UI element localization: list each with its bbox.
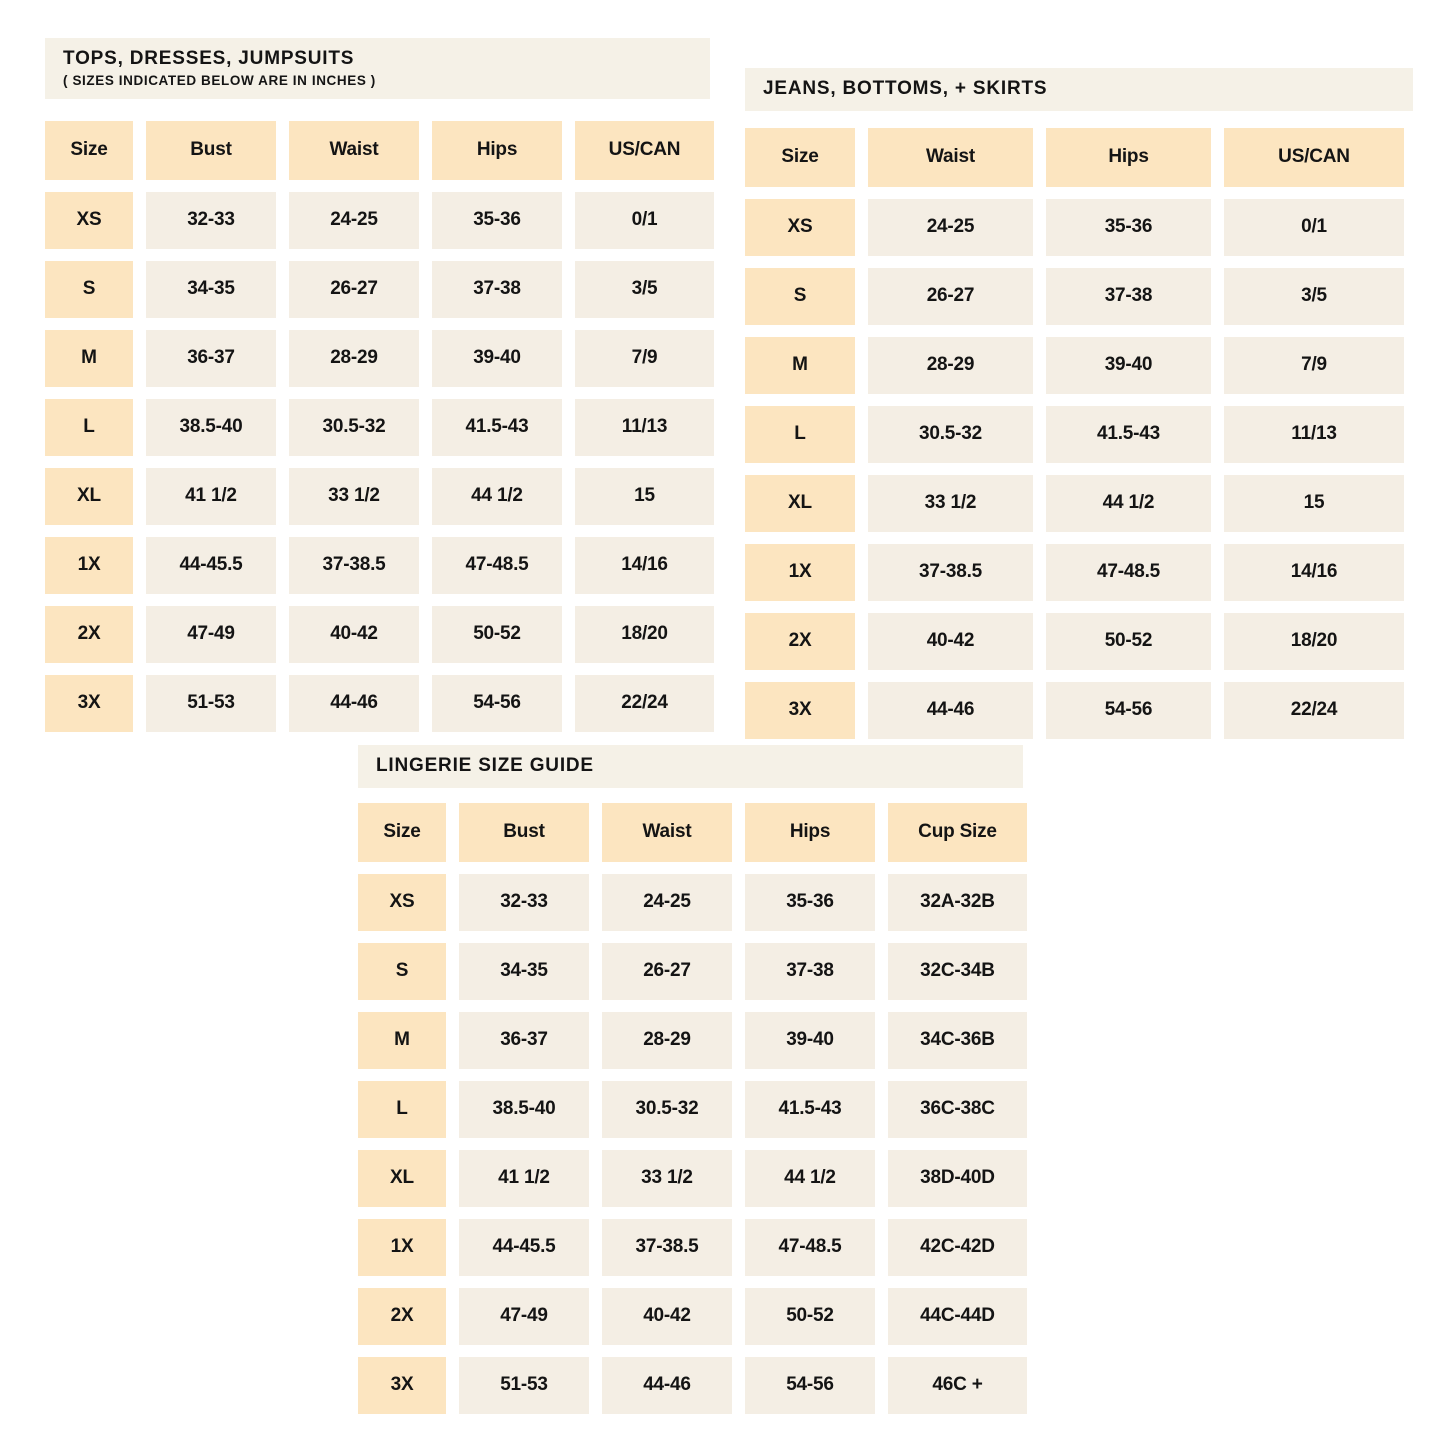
size-grid <box>358 803 1027 1414</box>
measurement-cell: 44 1/2 <box>745 1150 875 1207</box>
measurement-cell: 32A-32B <box>888 874 1027 931</box>
measurement-cell: 28-29 <box>602 1012 732 1069</box>
size-label-xl: XL <box>358 1150 446 1207</box>
column-header-cup-size: Cup Size <box>888 803 1027 862</box>
measurement-cell: 37-38 <box>432 261 562 318</box>
column-header-size: Size <box>745 128 855 187</box>
column-header-size: Size <box>45 121 133 180</box>
measurement-cell: 22/24 <box>575 675 714 732</box>
measurement-cell: 39-40 <box>745 1012 875 1069</box>
measurement-cell: 37-38 <box>1046 268 1211 325</box>
measurement-cell: 39-40 <box>432 330 562 387</box>
column-header-hips: Hips <box>1046 128 1211 187</box>
measurement-cell: 28-29 <box>868 337 1033 394</box>
size-grid <box>745 128 1413 739</box>
measurement-cell: 40-42 <box>602 1288 732 1345</box>
measurement-cell: 47-49 <box>459 1288 589 1345</box>
measurement-cell: 7/9 <box>1224 337 1404 394</box>
measurement-cell: 35-36 <box>432 192 562 249</box>
measurement-cell: 40-42 <box>289 606 419 663</box>
size-label-1x: 1X <box>45 537 133 594</box>
table-title: LINGERIE SIZE GUIDE <box>376 755 594 776</box>
measurement-cell: 0/1 <box>1224 199 1404 256</box>
size-label-m: M <box>745 337 855 394</box>
size-label-l: L <box>745 406 855 463</box>
measurement-cell: 44C-44D <box>888 1288 1027 1345</box>
size-label-xs: XS <box>745 199 855 256</box>
measurement-cell: 33 1/2 <box>289 468 419 525</box>
measurement-cell: 34-35 <box>146 261 276 318</box>
measurement-cell: 14/16 <box>575 537 714 594</box>
measurement-cell: 51-53 <box>459 1357 589 1414</box>
size-label-3x: 3X <box>358 1357 446 1414</box>
measurement-cell: 47-48.5 <box>432 537 562 594</box>
measurement-cell: 51-53 <box>146 675 276 732</box>
measurement-cell: 36-37 <box>459 1012 589 1069</box>
measurement-cell: 54-56 <box>745 1357 875 1414</box>
measurement-cell: 36C-38C <box>888 1081 1027 1138</box>
column-header-waist: Waist <box>289 121 419 180</box>
measurement-cell: 0/1 <box>575 192 714 249</box>
measurement-cell: 44-45.5 <box>459 1219 589 1276</box>
measurement-cell: 54-56 <box>1046 682 1211 739</box>
measurement-cell: 41.5-43 <box>432 399 562 456</box>
size-label-s: S <box>745 268 855 325</box>
measurement-cell: 30.5-32 <box>602 1081 732 1138</box>
measurement-cell: 37-38 <box>745 943 875 1000</box>
measurement-cell: 44 1/2 <box>1046 475 1211 532</box>
measurement-cell: 39-40 <box>1046 337 1211 394</box>
measurement-cell: 38.5-40 <box>459 1081 589 1138</box>
measurement-cell: 35-36 <box>745 874 875 931</box>
measurement-cell: 50-52 <box>745 1288 875 1345</box>
measurement-cell: 41.5-43 <box>745 1081 875 1138</box>
size-label-l: L <box>358 1081 446 1138</box>
measurement-cell: 35-36 <box>1046 199 1211 256</box>
table-title-band <box>358 745 1023 788</box>
size-label-l: L <box>45 399 133 456</box>
table-title-band <box>745 68 1413 111</box>
measurement-cell: 3/5 <box>575 261 714 318</box>
measurement-cell: 50-52 <box>1046 613 1211 670</box>
measurement-cell: 41 1/2 <box>146 468 276 525</box>
measurement-cell: 3/5 <box>1224 268 1404 325</box>
measurement-cell: 18/20 <box>1224 613 1404 670</box>
measurement-cell: 32-33 <box>146 192 276 249</box>
measurement-cell: 47-49 <box>146 606 276 663</box>
size-label-s: S <box>358 943 446 1000</box>
size-grid <box>45 121 714 732</box>
measurement-cell: 47-48.5 <box>1046 544 1211 601</box>
size-label-2x: 2X <box>358 1288 446 1345</box>
table-title-band <box>45 38 710 99</box>
measurement-cell: 24-25 <box>602 874 732 931</box>
measurement-cell: 44-46 <box>868 682 1033 739</box>
size-label-2x: 2X <box>45 606 133 663</box>
measurement-cell: 32C-34B <box>888 943 1027 1000</box>
jeans-bottoms-skirts-table <box>745 68 1413 739</box>
measurement-cell: 38.5-40 <box>146 399 276 456</box>
measurement-cell: 47-48.5 <box>745 1219 875 1276</box>
measurement-cell: 26-27 <box>602 943 732 1000</box>
measurement-cell: 44-45.5 <box>146 537 276 594</box>
measurement-cell: 41.5-43 <box>1046 406 1211 463</box>
measurement-cell: 14/16 <box>1224 544 1404 601</box>
table-subtitle: ( SIZES INDICATED BELOW ARE IN INCHES ) <box>63 72 376 88</box>
column-header-us-can: US/CAN <box>575 121 714 180</box>
measurement-cell: 44 1/2 <box>432 468 562 525</box>
column-header-waist: Waist <box>602 803 732 862</box>
tops-dresses-jumpsuits-table <box>45 38 714 732</box>
measurement-cell: 32-33 <box>459 874 589 931</box>
measurement-cell: 40-42 <box>868 613 1033 670</box>
measurement-cell: 33 1/2 <box>868 475 1033 532</box>
column-header-size: Size <box>358 803 446 862</box>
size-label-m: M <box>45 330 133 387</box>
measurement-cell: 54-56 <box>432 675 562 732</box>
measurement-cell: 44-46 <box>289 675 419 732</box>
measurement-cell: 18/20 <box>575 606 714 663</box>
measurement-cell: 24-25 <box>868 199 1033 256</box>
measurement-cell: 30.5-32 <box>289 399 419 456</box>
measurement-cell: 42C-42D <box>888 1219 1027 1276</box>
size-label-xs: XS <box>358 874 446 931</box>
measurement-cell: 46C + <box>888 1357 1027 1414</box>
size-label-xs: XS <box>45 192 133 249</box>
measurement-cell: 33 1/2 <box>602 1150 732 1207</box>
measurement-cell: 30.5-32 <box>868 406 1033 463</box>
measurement-cell: 26-27 <box>289 261 419 318</box>
column-header-waist: Waist <box>868 128 1033 187</box>
measurement-cell: 22/24 <box>1224 682 1404 739</box>
size-label-1x: 1X <box>745 544 855 601</box>
lingerie-size-guide-table <box>358 745 1027 1414</box>
table-title: TOPS, DRESSES, JUMPSUITS <box>63 48 355 69</box>
measurement-cell: 38D-40D <box>888 1150 1027 1207</box>
measurement-cell: 24-25 <box>289 192 419 249</box>
measurement-cell: 36-37 <box>146 330 276 387</box>
measurement-cell: 34C-36B <box>888 1012 1027 1069</box>
measurement-cell: 34-35 <box>459 943 589 1000</box>
measurement-cell: 37-38.5 <box>289 537 419 594</box>
size-label-3x: 3X <box>745 682 855 739</box>
measurement-cell: 11/13 <box>1224 406 1404 463</box>
measurement-cell: 26-27 <box>868 268 1033 325</box>
measurement-cell: 7/9 <box>575 330 714 387</box>
size-label-m: M <box>358 1012 446 1069</box>
size-label-3x: 3X <box>45 675 133 732</box>
column-header-hips: Hips <box>745 803 875 862</box>
measurement-cell: 37-38.5 <box>602 1219 732 1276</box>
size-label-s: S <box>45 261 133 318</box>
size-label-xl: XL <box>745 475 855 532</box>
measurement-cell: 37-38.5 <box>868 544 1033 601</box>
size-label-2x: 2X <box>745 613 855 670</box>
measurement-cell: 41 1/2 <box>459 1150 589 1207</box>
size-label-1x: 1X <box>358 1219 446 1276</box>
column-header-bust: Bust <box>459 803 589 862</box>
column-header-hips: Hips <box>432 121 562 180</box>
measurement-cell: 44-46 <box>602 1357 732 1414</box>
measurement-cell: 15 <box>575 468 714 525</box>
measurement-cell: 28-29 <box>289 330 419 387</box>
column-header-bust: Bust <box>146 121 276 180</box>
table-title: JEANS, BOTTOMS, + SKIRTS <box>763 78 1048 99</box>
column-header-us-can: US/CAN <box>1224 128 1404 187</box>
measurement-cell: 11/13 <box>575 399 714 456</box>
measurement-cell: 50-52 <box>432 606 562 663</box>
measurement-cell: 15 <box>1224 475 1404 532</box>
size-label-xl: XL <box>45 468 133 525</box>
